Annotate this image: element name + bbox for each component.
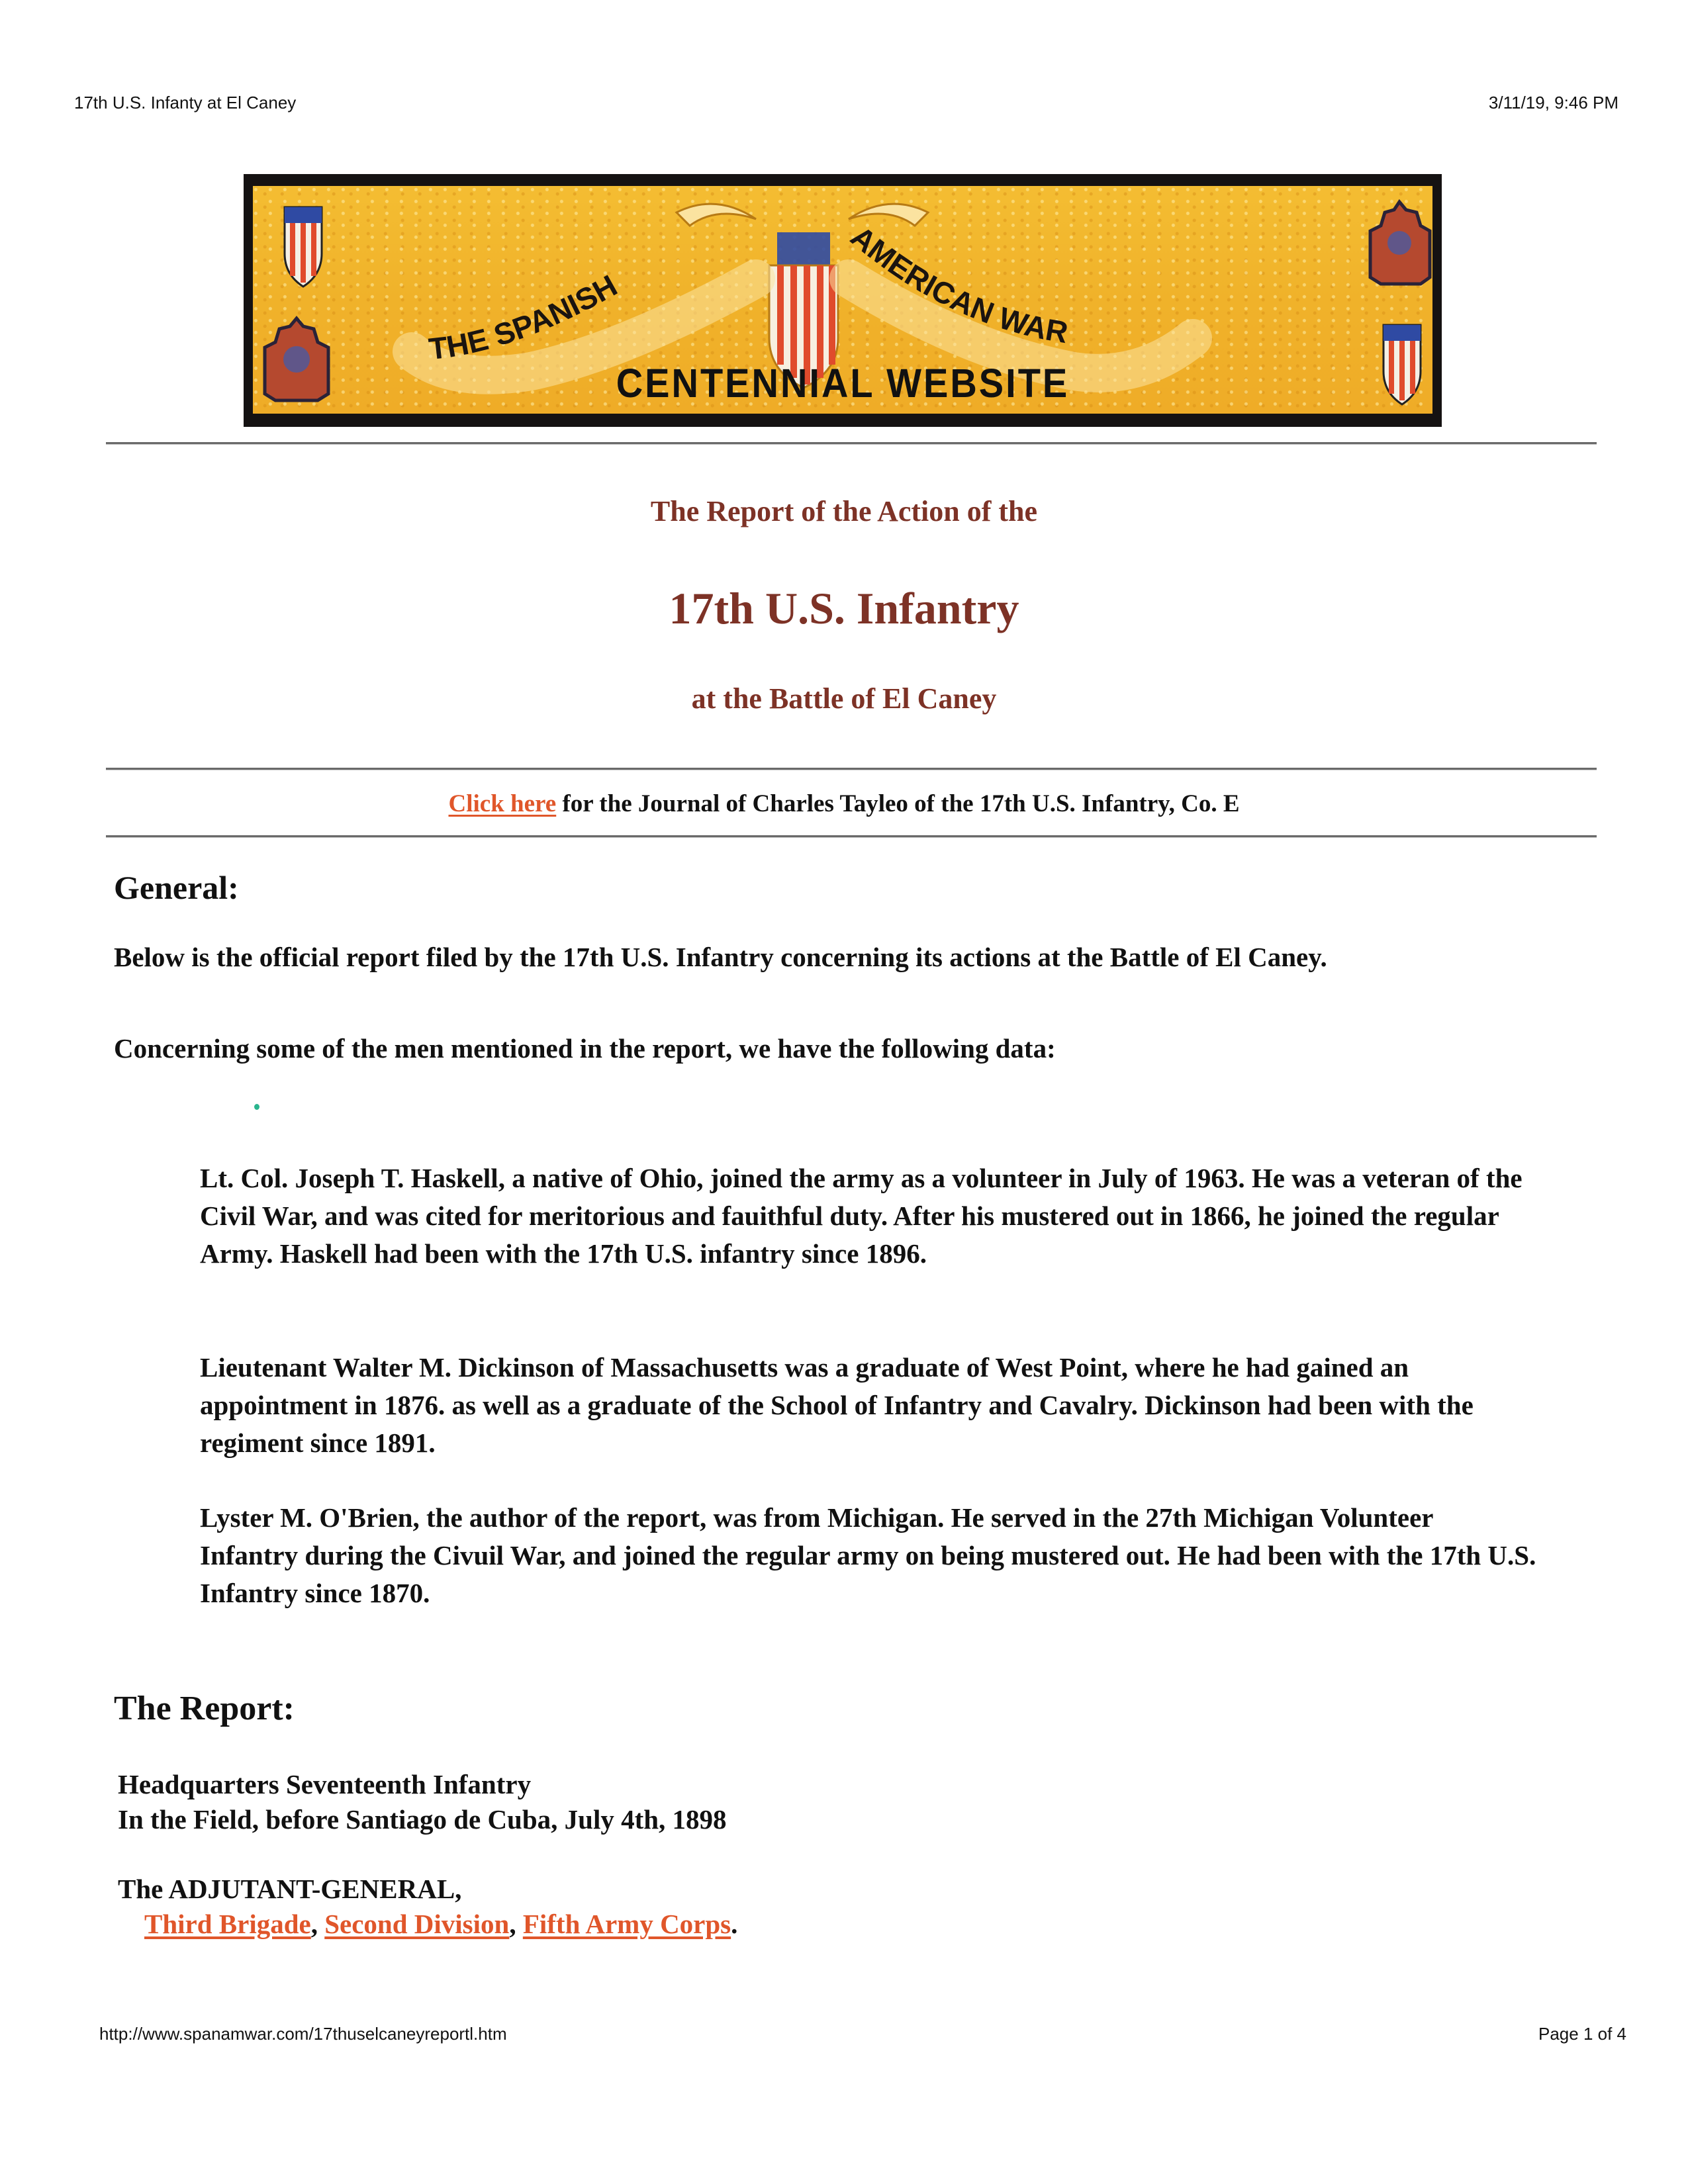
journal-text: for the Journal of Charles Tayleo of the 17th U.S. Infantry, Co. E — [556, 790, 1240, 817]
concerning-paragraph: Concerning some of the men mentioned in the report, we have the following data: — [114, 1033, 1056, 1064]
report-hq-line1: Headquarters Seventeenth Infantry — [118, 1769, 532, 1799]
third-brigade-link[interactable]: Third Brigade — [144, 1909, 311, 1939]
bio-obrien: Lyster M. O'Brien, the author of the report, was from Michigan. He served in the 27th Michigan Volunteer Infantry during the Civuil War, and joined the regular army on being mustered out. He had been with the 17th U.S. Infantry since 1870. — [200, 1502, 1536, 1608]
banner-arc-left: THE SPANISH — [427, 267, 623, 367]
divider — [106, 768, 1597, 770]
print-datetime: 3/11/19, 9:46 PM — [1488, 93, 1618, 113]
divider — [106, 835, 1597, 838]
report-addressee: The ADJUTANT-GENERAL, — [118, 1874, 462, 1904]
report-hq-line2: In the Field, before Santiago de Cuba, July 4th, 1898 — [118, 1804, 727, 1835]
bio-dickinson: Lieutenant Walter M. Dickinson of Massachusetts was a graduate of West Point, where he had gained an appointment in 1876. as well as a graduate of the School of Infantry and Cavalry. Dickinson had been with the regiment since 1891. — [200, 1352, 1474, 1458]
journal-line — [0, 790, 1688, 818]
period: . — [731, 1909, 738, 1939]
page-title: 17th U.S. Infantry — [669, 583, 1019, 633]
banner-panel — [253, 186, 1432, 414]
report-unit-links — [144, 1907, 737, 1942]
banner-subtitle: CENTENNIAL WEBSITE — [616, 359, 1070, 406]
report-heading: The Report: — [114, 1690, 295, 1727]
bio-haskell: Lt. Col. Joseph T. Haskell, a native of Ohio, joined the army as a volunteer in July of 1963. He was a veteran of the Civil War, and was cited for meritorious and fauithful duty. After his mustered out in 1866, he joined the regular Army. Haskell had been with the 17th U.S. infantry since 1896. — [200, 1163, 1523, 1269]
us-shield-icon — [285, 207, 322, 287]
print-page-title: 17th U.S. Infanty at El Caney — [74, 93, 297, 113]
second-division-link[interactable]: Second Division — [324, 1909, 510, 1939]
journal-link[interactable]: Click here — [448, 790, 557, 817]
print-page-number: Page 1 of 4 — [1538, 2024, 1626, 2044]
divider — [106, 442, 1597, 445]
scan-speck — [254, 1104, 259, 1110]
page-title-line1: The Report of the Action of the — [650, 495, 1038, 527]
separator: , — [509, 1909, 523, 1939]
site-banner[interactable] — [244, 174, 1442, 427]
page-title-line3: at the Battle of El Caney — [691, 682, 997, 715]
print-url: http://www.spanamwar.com/17thuselcaneyreportl.htm — [99, 2024, 507, 2044]
separator: , — [310, 1909, 325, 1939]
intro-paragraph: Below is the official report filed by the 17th U.S. Infantry concerning its actions at the Battle of El Caney. — [114, 942, 1327, 972]
fifth-army-corps-link[interactable]: Fifth Army Corps — [522, 1909, 731, 1939]
spanish-crest-icon — [1370, 202, 1430, 284]
banner-arc-right: AMERICAN WAR — [844, 218, 1071, 350]
general-heading: General: — [114, 869, 239, 906]
